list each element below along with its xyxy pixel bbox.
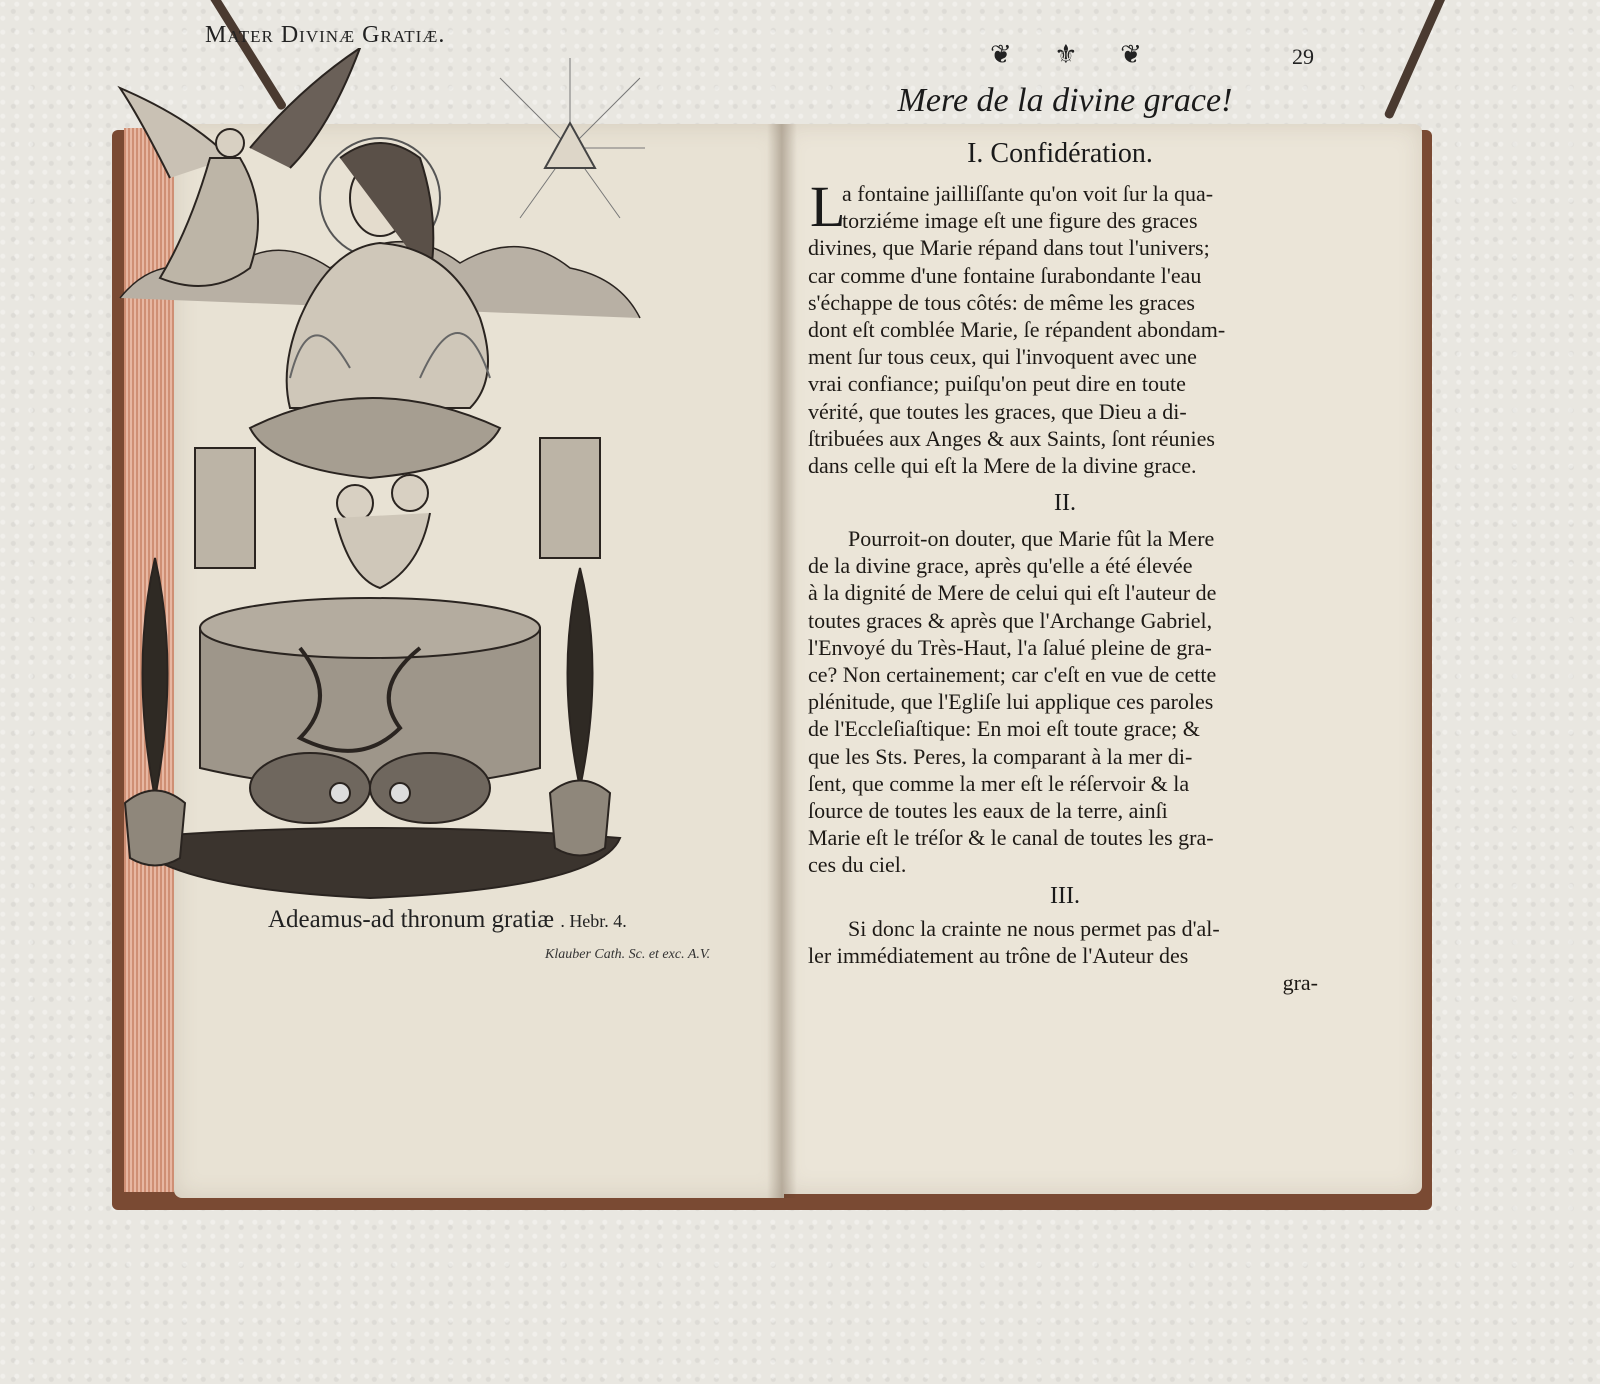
engraver-signature: Klauber Cath. Sc. et exc. A.V. [545,947,711,962]
text-line: toutes graces & après que l'Archange Gabriel, [808,607,1213,633]
text-line: ſtribuées aux Anges & aux Saints, ſont réunies [808,425,1215,451]
plate-caption-text: Adeamus-ad thronum gratiæ [268,906,555,933]
text-line: Si donc la crainte ne nous permet pas d'al- [848,916,1220,941]
text-line: ſent, que comme la mer eſt le réſervoir & la [808,770,1190,796]
plate-title: Mater Divinæ Gratiæ. [205,22,446,48]
paragraph-2 [808,525,1318,879]
section-heading-1: I. Confidération. [967,138,1153,169]
fleuron-ornament: ❦ ⚜ ❦ [990,40,1160,69]
text-line: à la dignité de Mere de celui qui eſt l'auteur de [808,580,1217,606]
text-line: car comme d'une fontaine ſurabondante l'eau [808,262,1202,288]
text-line: plénitude, que l'Egliſe lui applique ces paroles [808,689,1214,715]
text-line: l'Envoyé du Très-Haut, l'a ſalué pleine de gra- [808,634,1212,660]
metal-rod-right [1383,0,1448,120]
text-line: gra- [1282,970,1318,996]
text-line: ſource de toutes les eaux de la terre, ainſi [808,798,1168,824]
engraving-illustration [100,48,645,908]
text-line: ces du ciel. [808,852,907,878]
paragraph-3 [808,915,1318,997]
text-line: vrai confiance; puiſqu'on peut dire en toute [808,371,1186,397]
text-line: vérité, que toutes les graces, que Dieu a di- [808,398,1187,424]
text-line: dans celle qui eſt la Mere de la divine grace. [808,453,1197,479]
text-line: que les Sts. Peres, la comparant à la mer di- [808,743,1193,769]
text-line: ce? Non certainement; car c'eſt en vue de cette [808,662,1217,688]
text-line: Pourroit-on douter, que Marie fût la Mere [848,526,1215,551]
chapter-title: Mere de la divine grace! [897,82,1233,119]
text-line: a fontaine jailliſſante qu'on voit ſur la qua- [842,181,1214,206]
plate-caption-reference: . Hebr. 4. [560,911,627,931]
page-number: 29 [1292,44,1314,69]
text-line: de l'Eccleſiaſtique: En moi eſt toute grace; & [808,716,1200,742]
text-line: dont eſt comblée Marie, ſe répandent abondam- [808,317,1226,343]
section-heading-3: III. [1050,883,1080,909]
paragraph-1 [808,174,1318,479]
book-gutter [767,124,797,1198]
text-line: divines, que Marie répand dans tout l'univers; [808,235,1210,261]
text-line: Marie eſt le tréſor & le canal de toutes les gra- [808,825,1214,851]
text-line: torziéme image eſt une figure des graces [842,208,1198,234]
plate-caption [268,906,627,934]
section-heading-2: II. [1054,490,1076,516]
text-line: ment ſur tous ceux, qui l'invoquent avec une [808,344,1197,370]
text-line: ler immédiatement au trône de l'Auteur des [808,943,1189,969]
text-line: de la divine grace, après qu'elle a été élevée [808,553,1193,579]
drop-cap: L [810,174,846,239]
text-line: s'échappe de tous côtés: de même les graces [808,289,1195,315]
